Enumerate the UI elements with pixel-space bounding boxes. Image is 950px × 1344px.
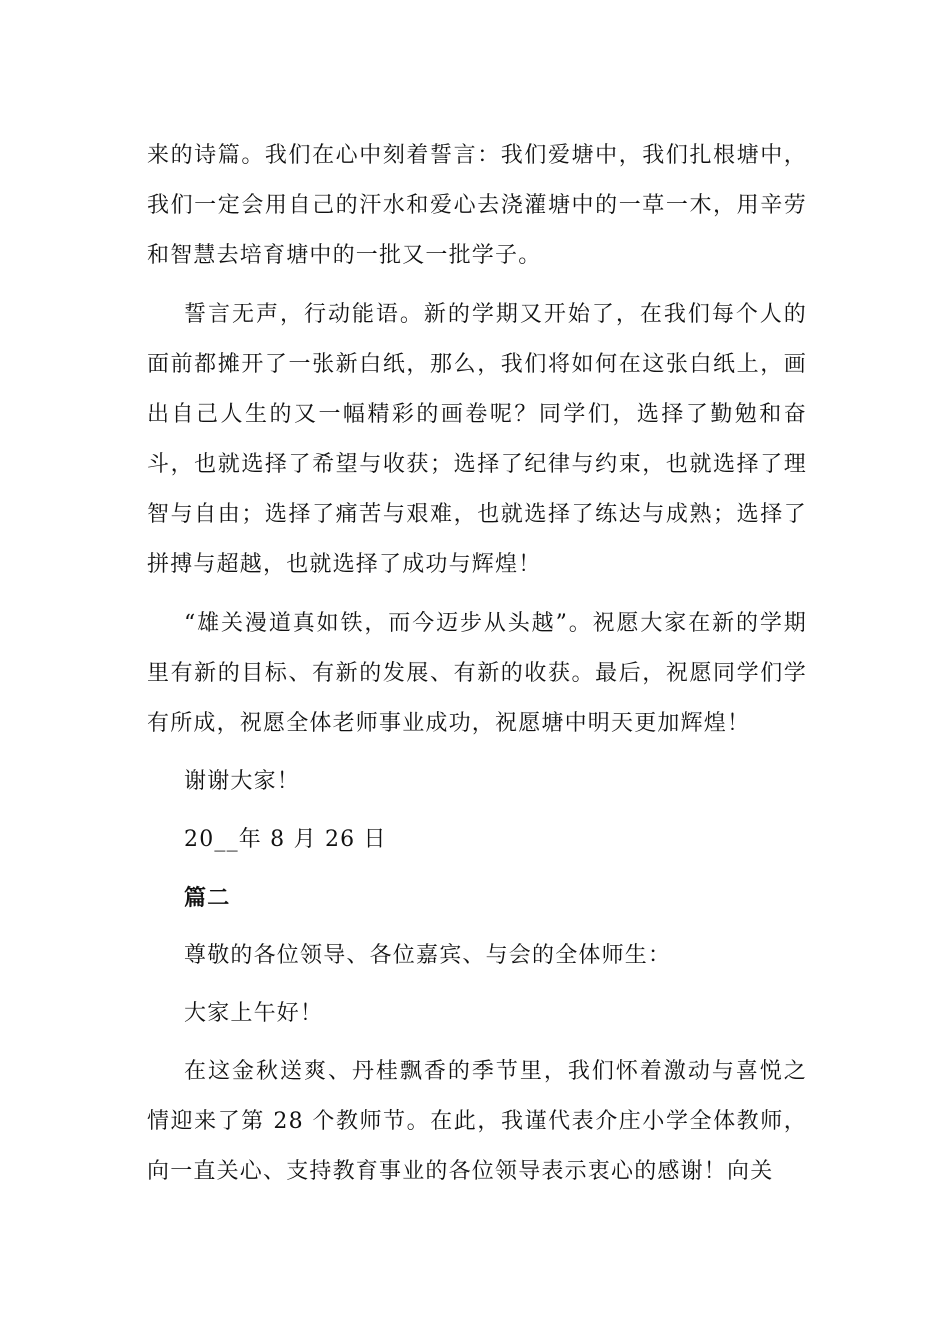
document-body	[147, 131, 807, 1197]
date-line: 20__年 8 月 26 日	[184, 827, 387, 852]
paragraph-continuation: 来的诗篇。我们在心中刻着誓言：我们爱塘中，我们扎根塘中，我们一定会用自己的汗水和爱心去浇灌塘中的一草一木，用辛劳和智慧去培育塘中的一批又一批学子。	[147, 143, 807, 268]
greeting: 大家上午好！	[184, 1001, 324, 1026]
salutation: 尊敬的各位领导、各位嘉宾、与会的全体师生：	[184, 943, 672, 968]
paragraph-wishes: “雄关漫道真如铁，而今迈步从头越”。祝愿大家在新的学期里有新的目标、有新的发展、有新的收获。最后，祝愿同学们学有所成，祝愿全体老师事业成功，祝愿塘中明天更加辉煌！	[147, 611, 807, 736]
paragraph-teachers-day: 在这金秋送爽、丹桂飘香的季节里，我们怀着激动与喜悦之情迎来了第 28 个教师节。在此，我谨代表介庄小学全体教师，向一直关心、支持教育事业的各位领导表示衷心的感谢！向关	[147, 1059, 807, 1184]
paragraph-oath: 誓言无声，行动能语。新的学期又开始了，在我们每个人的面前都摊开了一张新白纸，那么，我们将如何在这张白纸上，画出自己人生的又一幅精彩的画卷呢？同学们，选择了勤勉和奋斗，也就选择了希望与收获；选择了纪律与约束，也就选择了理智与自由；选择了痛苦与艰难，也就选择了练达与成熟；选择了拼搏与超越，也就选择了成功与辉煌！	[147, 302, 807, 577]
section-heading: 篇二	[184, 885, 231, 911]
closing-thanks: 谢谢大家！	[184, 769, 301, 794]
